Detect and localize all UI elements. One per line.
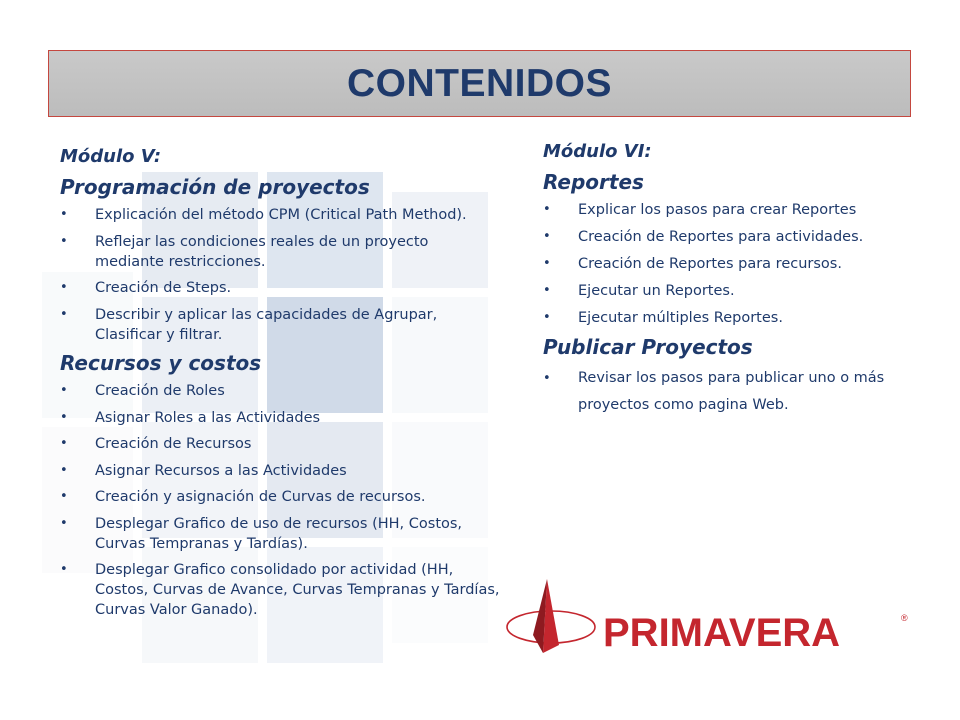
section-heading-publicar: Publicar Proyectos <box>543 335 753 359</box>
module-v-column <box>60 146 500 627</box>
module-vi-heading: Módulo VI: <box>543 141 652 162</box>
list-item: • Creación y asignación de Curvas de recursos. <box>60 489 426 505</box>
list-item: • Explicación del método CPM (Critical Path Method). <box>60 207 467 223</box>
bullet-icon: • <box>60 383 68 398</box>
list-item: • Creación de Reportes para recursos. <box>543 256 842 272</box>
bullet-icon: • <box>60 280 68 295</box>
bullet-icon: • <box>60 409 68 425</box>
list-item: • Desplegar Grafico de uso de recursos (HH, Costos, Curvas Tempranas y Tardías). <box>60 515 463 552</box>
module-vi-column <box>543 141 923 426</box>
bullet-icon: • <box>60 489 68 504</box>
title-bar <box>48 50 911 117</box>
list-item: • Reflejar las condiciones reales de un proyecto mediante restricciones. <box>60 233 429 270</box>
list-item: • Explicar los pasos para crear Reportes <box>543 202 857 218</box>
publicar-list <box>543 365 923 419</box>
list-item: • Asignar Roles a las Actividades <box>60 409 321 426</box>
bullet-icon: • <box>60 462 68 478</box>
module-v-heading: Módulo V: <box>60 146 162 167</box>
list-item: • Desplegar Grafico consolidado por actividad (HH, Costos, Curvas de Avance, Curvas Tempranas y Tardías, Curvas Valor Ganado). <box>60 562 500 618</box>
bullet-icon: • <box>543 283 551 298</box>
section-heading-programacion: Programación de proyectos <box>60 175 370 199</box>
list-item: • Describir y aplicar las capacidades de Agrupar, Clasificar y filtrar. <box>60 306 438 343</box>
list-item: • Ejecutar múltiples Reportes. <box>543 310 783 326</box>
page-title: CONTENIDOS <box>346 61 612 105</box>
bullet-icon: • <box>543 229 551 244</box>
bullet-icon: • <box>543 202 551 217</box>
list-item: • Creación de Roles <box>60 383 225 399</box>
bullet-icon: • <box>543 371 551 386</box>
section-heading-recursos: Recursos y costos <box>60 351 262 375</box>
list-item: • Creación de Reportes para actividades. <box>543 229 864 245</box>
programacion-list <box>60 205 500 345</box>
registered-mark: ® <box>901 613 908 623</box>
bullet-icon: • <box>60 306 68 322</box>
bullet-icon: • <box>60 562 68 577</box>
list-item: • Asignar Recursos a las Actividades <box>60 462 347 479</box>
reportes-list <box>543 200 923 328</box>
bullet-icon: • <box>543 256 551 271</box>
primavera-swoosh-icon <box>507 579 595 653</box>
bullet-icon: • <box>60 207 68 222</box>
primavera-wordmark: PRIMAVERA <box>603 611 841 655</box>
bullet-icon: • <box>543 310 551 325</box>
bullet-icon: • <box>60 515 68 531</box>
list-item: • Revisar los pasos para publicar uno o más proyectos como pagina Web. <box>543 365 923 419</box>
bullet-icon: • <box>60 436 68 451</box>
bullet-icon: • <box>60 233 68 249</box>
primavera-logo <box>503 575 913 665</box>
section-heading-reportes: Reportes <box>543 170 644 194</box>
list-item: • Creación de Steps. <box>60 280 232 296</box>
recursos-list <box>60 381 500 620</box>
list-item: • Ejecutar un Reportes. <box>543 283 735 299</box>
list-item: • Creación de Recursos <box>60 436 252 452</box>
